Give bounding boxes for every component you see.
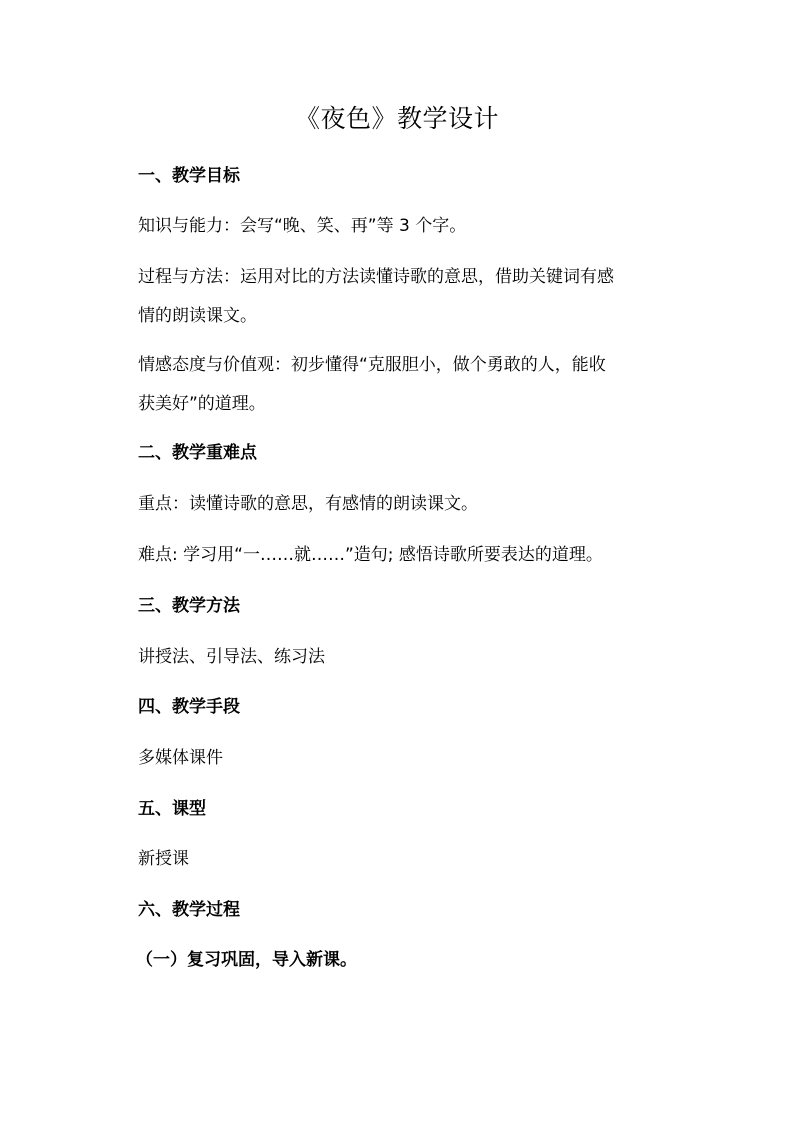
section-heading-methods: 三、教学方法 <box>138 596 240 616</box>
paragraph-lesson-type: 新授课 <box>138 849 189 869</box>
paragraph-attitude-values-line2: 获美好”的道理。 <box>138 394 266 414</box>
subheading-review: （一）复习巩固，导入新课。 <box>136 950 357 970</box>
paragraph-knowledge-ability: 知识与能力：会写“晚、笑、再”等 3 个字。 <box>138 216 467 236</box>
section-heading-process: 六、教学过程 <box>138 900 240 920</box>
section-heading-lesson-type: 五、课型 <box>138 799 206 819</box>
document-title: 《夜色》教学设计 <box>294 104 499 133</box>
paragraph-methods: 讲授法、引导法、练习法 <box>138 647 325 667</box>
section-heading-means: 四、教学手段 <box>138 697 240 717</box>
paragraph-difficult-point: 难点: 学习用“一……就……”造句; 感悟诗歌所要表达的道理。 <box>138 545 603 565</box>
section-heading-objectives: 一、教学目标 <box>138 166 240 186</box>
paragraph-means: 多媒体课件 <box>138 748 223 768</box>
paragraph-attitude-values-line1: 情感态度与价值观：初步懂得“克服胆小，做个勇敢的人，能收 <box>138 355 606 375</box>
paragraph-process-method-line1: 过程与方法：运用对比的方法读懂诗歌的意思，借助关键词有感 <box>138 267 614 287</box>
section-heading-key-points: 二、教学重难点 <box>138 443 257 463</box>
paragraph-key-point: 重点：读懂诗歌的意思，有感情的朗读课文。 <box>138 494 478 514</box>
paragraph-process-method-line2: 情的朗读课文。 <box>138 306 257 326</box>
